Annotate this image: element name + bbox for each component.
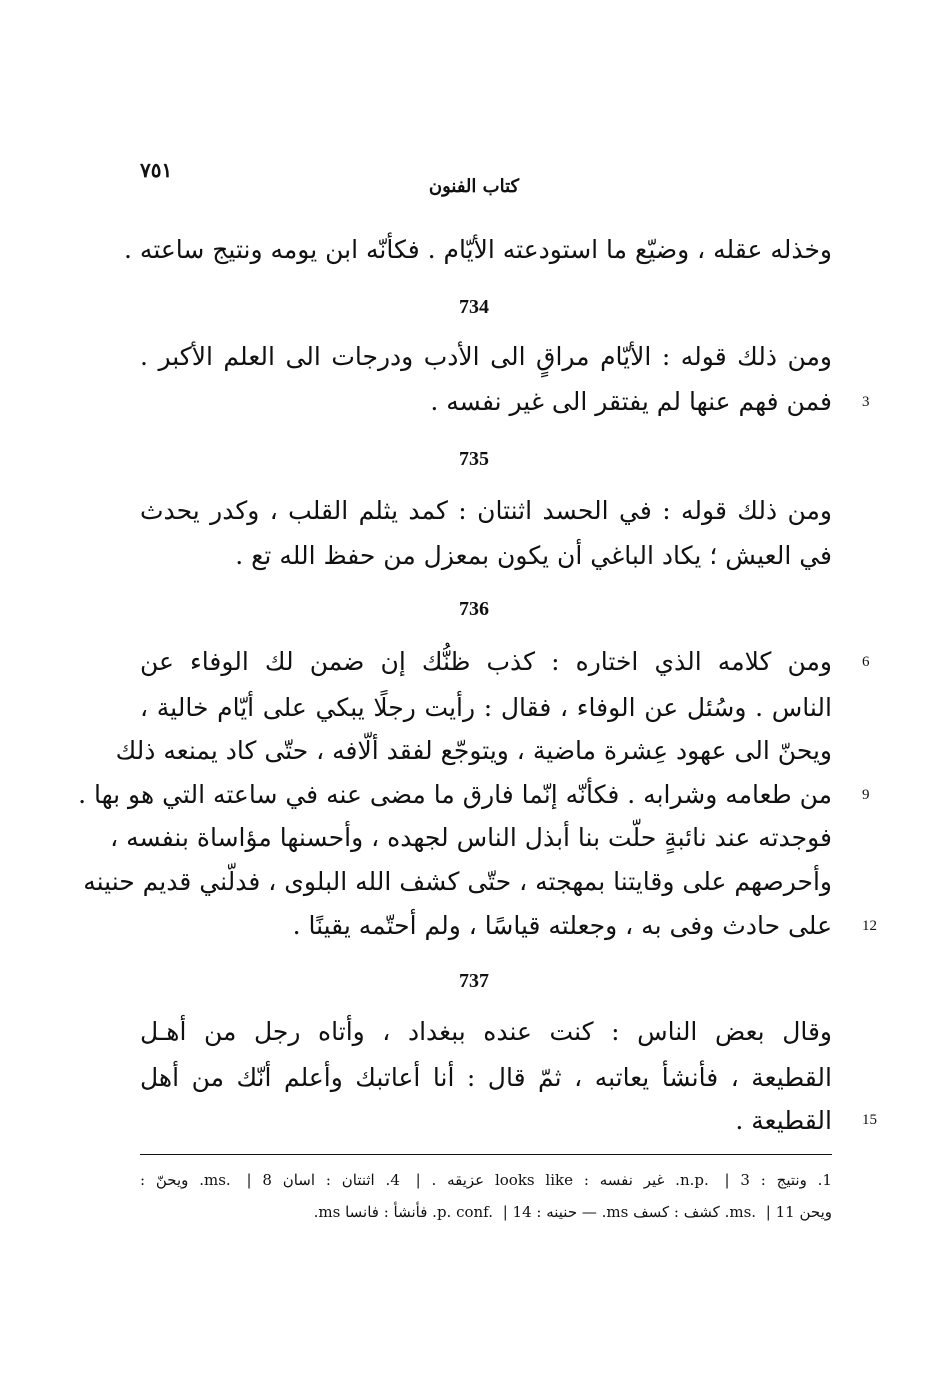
text-line: ويحنّ الى عهود عِشرة ماضية ، ويتوجّع لفقد ألّافه ، حتّى كاد يمنعه ذلك — [115, 736, 832, 765]
text-line: من طعامه وشرابه . فكأنّه إنّما فارق ما مضى عنه في ساعته التي هو بها . — [78, 780, 832, 809]
text-line: وأحرصهم على وقايتنا بمهجته ، حتّى كشف الله البلوى ، فدلّني قديم حنينه — [83, 867, 832, 896]
intro-line: وخذله عقله ، وضيّع ما استودعته الأيّام . فكأنّه ابن يومه ونتيج ساعته . — [124, 235, 832, 264]
text-line: على حادث وفى به ، وجعلته قياسًا ، ولم أحتّمه يقينًا . — [292, 911, 832, 940]
text-line: فمن فهم عنها لم يفتقر الى غير نفسه . — [430, 387, 832, 416]
footnote: 11. كشف : كسف ms. — حنينه : p. conf. — [436, 1203, 795, 1221]
line-number: 15 — [862, 1112, 877, 1128]
text-line: القطيعة . — [735, 1106, 832, 1135]
footnote-separator: | — [246, 1171, 252, 1189]
line-number: 3 — [862, 394, 870, 410]
footnote-rule — [140, 1154, 832, 1155]
footnote-separator: | — [724, 1171, 730, 1189]
line-number: 9 — [862, 787, 870, 803]
text-line: ومن ذلك قوله : الأيّام مراقٍ الى الأدب ودرجات الى العلم الأكبر . — [140, 342, 832, 371]
footnote-separator: | — [765, 1203, 771, 1221]
text-line: فوجدته عند نائبةٍ حلّت بنا أبذل الناس لجهده ، وأحسنها مؤاساة بنفسه ، — [110, 823, 832, 852]
text-line: وقال بعض الناس : كنت عنده ببغداد ، وأتاه رجل من أهـل — [140, 1017, 832, 1046]
entry-number-736: 736 — [459, 598, 489, 620]
footnote: ويحن ms. — [729, 1203, 832, 1221]
text-line: القطيعة ، فأنشأ يعاتبه ، ثمّ قال : أنا أعاتبك وأعلم أنّك من أهل — [140, 1063, 832, 1092]
text-line: ومن ذلك قوله : في الحسد اثنتان : كمد يثلم القلب ، وكدر يحدث — [140, 496, 832, 525]
entry-number-735: 735 — [459, 448, 489, 470]
line-number: 12 — [862, 918, 877, 934]
page-number: ٧٥١ — [140, 158, 173, 182]
footnote-line — [140, 1170, 832, 1190]
footnote-separator: | — [415, 1171, 421, 1189]
footnote: 14. فأنشأ : فانسا ms. — [313, 1203, 532, 1221]
entry-number-734: 734 — [459, 296, 489, 318]
footnote: 8. ويحنّ : — [140, 1171, 272, 1189]
text-line: في العيش ؛ يكاد الباغي أن يكون بمعزل من حفظ الله تع . — [235, 541, 832, 570]
entry-number-737: 737 — [459, 970, 489, 992]
text-line: الناس . وسُئل عن الوفاء ، فقال : رأيت رجلًا يبكي على أيّام خالية ، — [140, 693, 832, 722]
line-number: 6 — [862, 654, 870, 670]
running-title: كتاب الفنون — [428, 176, 520, 197]
footnote: 1. ونتيج : n.p. — [679, 1171, 832, 1189]
footnote: 3. غير نفسه : looks like عزيقه . — [431, 1171, 750, 1189]
footnote: 4. اثنتان : اسان ms. — [203, 1171, 400, 1189]
footnote-line — [140, 1202, 832, 1222]
text-line: ومن كلامه الذي اختاره : كذب ظنُّك إن ضمن لك الوفاء عن — [140, 647, 832, 676]
footnote-separator: | — [502, 1203, 508, 1221]
